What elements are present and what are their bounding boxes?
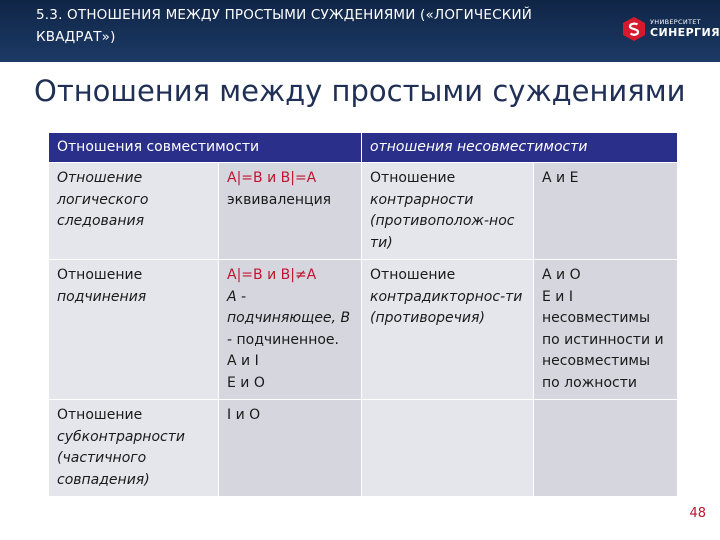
relation-type: подчинения (57, 288, 147, 305)
judgment-pair: Е и О (227, 374, 265, 391)
section-title: 5.3. ОТНОШЕНИЯ МЕЖДУ ПРОСТЫМИ СУЖДЕНИЯМИ («ЛОГИЧЕСКИЙ КВАДРАТ») (36, 7, 533, 45)
logo-caption: УНИВЕРСИТЕТ (650, 18, 701, 26)
judgment-pair-cell (534, 260, 678, 400)
relations-table (48, 132, 678, 497)
page-number: 48 (689, 506, 706, 521)
relation-word: Отношение (57, 407, 143, 423)
table-row (49, 260, 678, 400)
formula-note: - подчиненное. (227, 331, 339, 348)
empty-cell (534, 400, 678, 497)
table-row (49, 400, 678, 497)
relation-word: Отношение (370, 267, 456, 283)
relation-type: субконтрарности (57, 428, 185, 445)
table-row (49, 163, 678, 260)
incompat-relation-cell (362, 163, 534, 260)
judgment-pair-cell (534, 163, 678, 260)
formula-cell (219, 400, 362, 497)
formula: А|=В и В|≠А (227, 267, 317, 283)
relation-name-cell (49, 163, 219, 260)
relation-word: Отношение (57, 267, 143, 283)
formula-cell (219, 163, 362, 260)
relation-name-cell (49, 260, 219, 400)
formula-note: А - (227, 288, 247, 305)
judgment-pair: I и О (227, 407, 261, 423)
relation-type: контрарности (противополож-нос ти) (370, 191, 515, 251)
logo-name: СИНЕРГИЯ (650, 26, 720, 39)
relation-type-note: (частичного совпадения) (57, 450, 150, 488)
formula-note: подчиняющее, В (227, 310, 351, 326)
empty-cell (362, 400, 534, 497)
header-incompatibility: отношения несовместимости (362, 133, 678, 163)
relation-word: Отношение (370, 170, 456, 186)
incompatibility-note: несовместимы по истинности и несовместимы по ложности (542, 310, 664, 391)
judgment-pair: А и I (227, 353, 259, 369)
formula: А|=В и В|=А (227, 170, 317, 186)
table-header-row (49, 133, 678, 163)
judgment-pair: Е и I (542, 288, 573, 305)
slide-title: Отношения между простыми суждениями (34, 74, 686, 108)
formula-cell (219, 260, 362, 400)
judgment-pair: А и О (542, 267, 581, 283)
relation-name-cell (49, 400, 219, 497)
university-logo (622, 16, 720, 44)
incompat-relation-cell (362, 260, 534, 400)
judgment-pair: А и Е (542, 170, 579, 186)
synergy-logo-icon (622, 16, 646, 42)
relation-type: контрадикторнос-ти (противоречия) (370, 288, 523, 326)
header-bar (0, 0, 720, 62)
header-compatibility: Отношения совместимости (49, 133, 362, 163)
relation-word: Отношение (57, 170, 143, 186)
formula-note: эквиваленция (227, 191, 332, 208)
relation-type: логического следования (57, 191, 149, 229)
